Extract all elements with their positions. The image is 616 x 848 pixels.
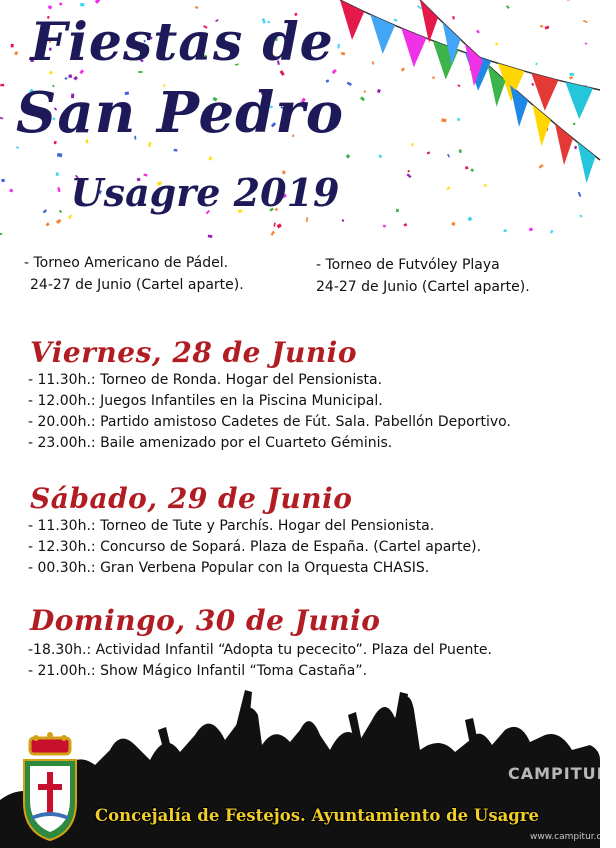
confetti-piece: [0, 233, 2, 236]
confetti-piece: [208, 156, 213, 161]
list-item: - 11.30h.: Torneo de Tute y Parchís. Hogar del Pensionista.: [28, 518, 435, 534]
pre-event-padel: [24, 252, 244, 296]
bunting-flag: [533, 105, 551, 147]
pre-event-futvoley-title: - Torneo de Futvóley Playa: [316, 257, 500, 273]
bunting-flag: [578, 142, 596, 183]
day-heading-domingo: Domingo, 30 de Junio: [30, 604, 381, 637]
pre-event-futvoley-dates: 24-27 de Junio (Cartel aparte).: [316, 279, 530, 295]
confetti-piece: [451, 222, 455, 226]
confetti-piece: [174, 149, 178, 152]
confetti-piece: [503, 229, 507, 233]
list-item: - 00.30h.: Gran Verbena Popular con la Orquesta CHASIS.: [28, 560, 430, 576]
pre-event-padel-title: - Torneo Americano de Pádel.: [24, 255, 229, 271]
confetti-piece: [48, 5, 53, 9]
watermark-logo: CAMPITUR: [508, 764, 610, 783]
confetti-piece: [68, 74, 71, 77]
title-line-2: San Pedro: [15, 80, 345, 146]
confetti-piece: [306, 217, 308, 222]
confetti-piece: [383, 225, 386, 228]
watermark-url: www.campitur.com: [530, 832, 616, 842]
confetti-piece: [273, 222, 275, 226]
event-list-viernes: [28, 370, 511, 454]
event-list-sabado: [28, 516, 481, 579]
confetti-piece: [270, 231, 275, 236]
confetti-piece: [529, 228, 533, 232]
confetti-piece: [342, 219, 344, 221]
list-item: - 23.00h.: Baile amenizado por el Cuarteto Géminis.: [28, 435, 393, 451]
title-line-3: Usagre 2019: [70, 170, 340, 215]
day-heading-sabado: Sábado, 29 de Junio: [30, 482, 353, 515]
confetti-piece: [403, 223, 407, 227]
coat-of-arms-icon: [16, 732, 84, 842]
confetti-piece: [208, 235, 213, 238]
event-list-domingo: [28, 640, 492, 682]
confetti-piece: [16, 146, 19, 149]
title-line-1: Fiestas de: [30, 12, 334, 73]
list-item: - 20.00h.: Partido amistoso Cadetes de Fút. Sala. Pabellón Deportivo.: [28, 414, 511, 430]
confetti-piece: [468, 216, 473, 221]
confetti-piece: [57, 153, 62, 157]
confetti-piece: [550, 230, 554, 234]
list-item: - 12.30h.: Concurso de Sopará. Plaza de España. (Cartel aparte).: [28, 539, 482, 555]
pre-event-futvoley: [316, 254, 530, 298]
confetti-piece: [56, 219, 62, 224]
confetti-piece: [195, 6, 198, 9]
confetti-piece: [277, 223, 282, 228]
confetti-piece: [68, 214, 72, 219]
bunting-flag: [555, 124, 573, 165]
bunting-flag: [565, 82, 593, 119]
list-item: - 12.00h.: Juegos Infantiles en la Piscina Municipal.: [28, 393, 383, 409]
list-item: -18.30h.: Actividad Infantil “Adopta tu pececito”. Plaza del Puente.: [28, 642, 492, 658]
confetti-piece: [80, 3, 84, 6]
bunting-flag: [510, 85, 528, 127]
organizer-credit: Concejalía de Festejos. Ayuntamiento de Usagre: [94, 806, 540, 825]
confetti-piece: [579, 214, 582, 217]
confetti-piece: [46, 222, 50, 226]
day-heading-viernes: Viernes, 28 de Junio: [30, 336, 357, 369]
list-item: - 11.30h.: Torneo de Ronda. Hogar del Pensionista.: [28, 372, 383, 388]
confetti-piece: [95, 0, 101, 4]
confetti-piece: [59, 2, 63, 6]
pre-event-padel-dates: 24-27 de Junio (Cartel aparte).: [30, 277, 244, 293]
list-item: - 21.00h.: Show Mágico Infantil “Toma Castaña”.: [28, 663, 368, 679]
